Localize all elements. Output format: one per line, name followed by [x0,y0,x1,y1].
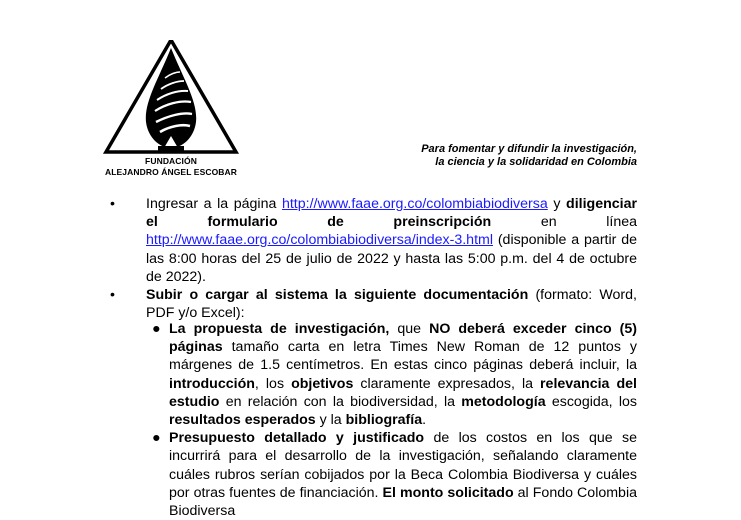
organization-name [96,156,246,178]
bold-text: La propuesta de investigación, [169,321,390,337]
text: en línea [491,214,637,231]
bullet: • [110,196,115,212]
text: . [422,412,427,429]
list-item-proposal [152,320,637,429]
bold-text: objetivos [291,375,354,392]
bold-text: metodología [461,393,546,410]
text: de los costos en los que se incurrirá para el desarrollo de la investigación, señalando claramente cuáles rubros serían cobijados por la Beca Colombia Biodiversa y cuáles por otras fuentes de financiación. [169,430,638,501]
preinscription-link[interactable]: http://www.faae.org.co/colombiabiodiversa/index-3.html [146,232,493,249]
list-item-register [110,195,637,286]
requirements-list [110,195,637,322]
bullet: ● [152,430,161,447]
bullet: ● [152,321,161,337]
documentation-list [152,320,638,520]
text: (disponible a partir de las 8:00 horas del 25 de julio de 2022 y hasta las 5:00 p.m. del 4 de octubre de 2022). [146,232,637,285]
list-item-upload [110,286,637,322]
bold-text: El monto solicitado [382,484,514,501]
list-item-budget [152,429,638,520]
text: escogida, los [545,393,637,410]
bold-text: Presupuesto detallado y justificado [169,430,425,447]
bold-text: Subir o cargar al sistema la siguiente documentación [146,287,529,304]
bold-text: introducción [169,375,255,392]
bold-text: bibliografía [345,412,423,429]
text: y [547,196,567,212]
tagline [421,143,637,169]
tagline-line2: la ciencia y la solidaridad en Colombia [435,156,637,168]
text: claramente expresados, la [353,375,541,392]
bullet: • [110,287,115,304]
text: , los [254,375,292,392]
bold-text: diligenciar el formulario de preinscripción [146,196,637,231]
org-name-line2: ALEJANDRO ÁNGEL ESCOBAR [104,167,238,177]
text: en relación con la biodiversidad, la [219,393,462,410]
bold-text: resultados esperados [169,412,316,429]
bold-text: relevancia del estudio [169,375,637,410]
org-name-line1: FUNDACIÓN [145,156,197,166]
text: al Fondo Colombia Biodiversa [169,484,637,520]
tagline-line1: Para fomentar y difundir la investigación, [421,143,637,155]
flame-triangle-logo-icon [100,40,242,156]
text: (formato: Word, PDF y/o Excel): [146,287,637,322]
faae-link[interactable]: http://www.faae.org.co/colombiabiodiversa [281,196,548,212]
bold-text: NO deberá exceder cinco (5) páginas [169,321,637,356]
text: Ingresar a la página [146,196,282,212]
text: y la [315,412,346,429]
text: que [389,321,430,337]
text: tamaño carta en letra Times New Roman de 12 puntos y márgenes de 1.5 centímetros. En estas cinco páginas deberá incluir, la [169,339,637,374]
